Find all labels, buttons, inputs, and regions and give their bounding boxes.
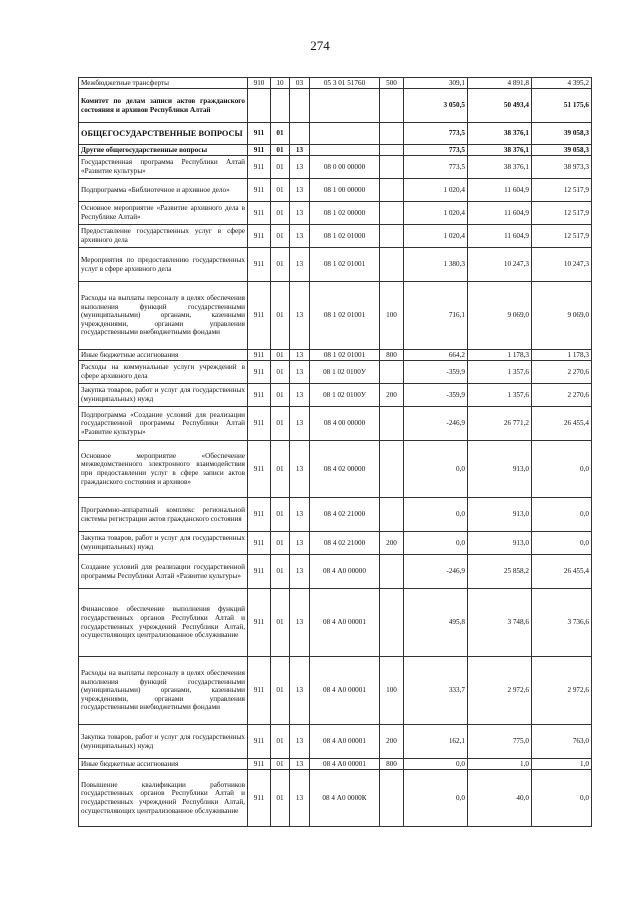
row-value-2: 775,0 [468, 725, 532, 759]
row-glavn-code: 911 [248, 350, 271, 361]
row-name: Основное мероприятие «Обеспечение межведомственного электронного взаимодействия при предоставлении услуг в сфере записи актов гражданского состояния и архивов» [79, 441, 248, 498]
row-podrazdel-code: 13 [290, 407, 310, 441]
row-name: Комитет по делам записи актов гражданского состояния и архивов Республики Алтай [79, 89, 248, 123]
row-razdel-code: 01 [271, 555, 290, 589]
table-row [79, 589, 592, 657]
row-glavn-code: 911 [248, 532, 271, 555]
row-expense-type [380, 589, 404, 657]
row-expense-type [380, 441, 404, 498]
row-podrazdel-code: 13 [290, 384, 310, 407]
row-podrazdel-code: 13 [290, 225, 310, 248]
row-value-2: 38 376,1 [468, 156, 532, 179]
row-value-1: 1 020,4 [404, 179, 468, 202]
row-value-3: 26 455,4 [532, 555, 592, 589]
row-razdel-code: 01 [271, 441, 290, 498]
row-value-1: -246,9 [404, 407, 468, 441]
row-expense-type [380, 498, 404, 532]
row-expense-type: 200 [380, 532, 404, 555]
row-value-1: 0,0 [404, 532, 468, 555]
row-value-3: 3 736,6 [532, 589, 592, 657]
row-value-2: 50 493,4 [468, 89, 532, 123]
row-value-3: 39 058,3 [532, 123, 592, 145]
row-value-3: 51 175,6 [532, 89, 592, 123]
row-name: Межбюджетные трансферты [79, 78, 248, 89]
row-podrazdel-code: 03 [290, 78, 310, 89]
row-expense-type: 100 [380, 282, 404, 350]
row-name: Основное мероприятие «Развитие архивного дела в Республике Алтай» [79, 202, 248, 225]
row-value-1: 773,5 [404, 123, 468, 145]
row-razdel-code: 01 [271, 770, 290, 827]
row-value-2: 25 858,2 [468, 555, 532, 589]
row-value-1: 309,1 [404, 78, 468, 89]
row-value-2: 11 604,9 [468, 202, 532, 225]
table-row [79, 78, 592, 89]
table-row [79, 532, 592, 555]
row-name: Программно-аппаратный комплекс региональной системы регистрации актов гражданского состояния [79, 498, 248, 532]
row-razdel-code: 01 [271, 384, 290, 407]
row-name: Иные бюджетные ассигнования [79, 759, 248, 770]
row-name: Предоставление государственных услуг в сфере архивного дела [79, 225, 248, 248]
row-value-2: 913,0 [468, 532, 532, 555]
row-value-1: -359,9 [404, 361, 468, 384]
row-podrazdel-code: 13 [290, 350, 310, 361]
row-target-article [310, 89, 380, 123]
table-row [79, 179, 592, 202]
row-value-3: 0,0 [532, 770, 592, 827]
row-expense-type [380, 179, 404, 202]
row-value-3: 10 247,3 [532, 248, 592, 282]
row-expense-type [380, 770, 404, 827]
row-value-1: -246,9 [404, 555, 468, 589]
row-podrazdel-code: 13 [290, 532, 310, 555]
row-value-3: 12 517,9 [532, 202, 592, 225]
row-value-2: 38 376,1 [468, 145, 532, 156]
row-value-2: 1 357,6 [468, 361, 532, 384]
row-razdel-code: 01 [271, 179, 290, 202]
row-podrazdel-code [290, 123, 310, 145]
row-value-3: 12 517,9 [532, 179, 592, 202]
row-expense-type [380, 555, 404, 589]
row-value-2: 3 748,6 [468, 589, 532, 657]
row-name: ОБЩЕГОСУДАРСТВЕННЫЕ ВОПРОСЫ [79, 123, 248, 145]
table-row [79, 555, 592, 589]
row-glavn-code: 911 [248, 361, 271, 384]
row-value-1: 162,1 [404, 725, 468, 759]
row-razdel-code: 01 [271, 156, 290, 179]
row-podrazdel-code: 13 [290, 498, 310, 532]
page-number: 274 [310, 38, 330, 53]
row-glavn-code: 911 [248, 657, 271, 725]
row-razdel-code [271, 89, 290, 123]
table-row [79, 725, 592, 759]
row-value-2: 2 972,6 [468, 657, 532, 725]
row-value-2: 40,0 [468, 770, 532, 827]
row-glavn-code: 911 [248, 725, 271, 759]
row-glavn-code: 911 [248, 759, 271, 770]
table-row [79, 657, 592, 725]
row-value-2: 4 891,8 [468, 78, 532, 89]
row-value-2: 1 357,6 [468, 384, 532, 407]
row-target-article: 08 4 А0 00001 [310, 589, 380, 657]
row-expense-type: 800 [380, 759, 404, 770]
row-expense-type [380, 202, 404, 225]
row-value-3: 9 069,0 [532, 282, 592, 350]
row-glavn-code: 911 [248, 555, 271, 589]
row-name: Государственная программа Республики Алтай «Развитие культуры» [79, 156, 248, 179]
row-glavn-code: 911 [248, 225, 271, 248]
row-razdel-code: 10 [271, 78, 290, 89]
row-podrazdel-code: 13 [290, 725, 310, 759]
table-row [79, 770, 592, 827]
row-name: Подпрограмма «Создание условий для реализации государственной программы Республики Алтай «Развитие культуры» [79, 407, 248, 441]
row-glavn-code: 911 [248, 589, 271, 657]
row-value-1: 0,0 [404, 441, 468, 498]
table-row [79, 145, 592, 156]
row-target-article: 08 4 02 21000 [310, 498, 380, 532]
row-razdel-code: 01 [271, 145, 290, 156]
row-value-2: 913,0 [468, 498, 532, 532]
row-value-3: 2 270,6 [532, 384, 592, 407]
row-glavn-code: 911 [248, 145, 271, 156]
row-razdel-code: 01 [271, 407, 290, 441]
row-glavn-code: 911 [248, 202, 271, 225]
row-name: Подпрограмма «Библиотечное и архивное дело» [79, 179, 248, 202]
row-value-1: 1 020,4 [404, 225, 468, 248]
row-target-article: 08 1 02 01000 [310, 225, 380, 248]
row-razdel-code: 01 [271, 657, 290, 725]
row-expense-type: 100 [380, 657, 404, 725]
row-value-1: 0,0 [404, 770, 468, 827]
row-glavn-code: 911 [248, 156, 271, 179]
table-row [79, 225, 592, 248]
row-value-1: 0,0 [404, 498, 468, 532]
row-target-article: 08 4 А0 00000 [310, 555, 380, 589]
row-name: Расходы на выплаты персоналу в целях обеспечения выполнения функций государственными (муниципальными) органами, казенными учреждениями, органами управления государственными внебюджетными фондами [79, 657, 248, 725]
row-target-article: 08 4 02 00000 [310, 441, 380, 498]
table-row [79, 89, 592, 123]
row-value-3: 0,0 [532, 498, 592, 532]
table-row [79, 248, 592, 282]
row-value-2: 26 771,2 [468, 407, 532, 441]
row-target-article: 08 0 00 00000 [310, 156, 380, 179]
row-target-article: 08 1 02 01001 [310, 350, 380, 361]
row-value-3: 0,0 [532, 441, 592, 498]
row-expense-type [380, 361, 404, 384]
row-name: Расходы на выплаты персоналу в целях обеспечения выполнения функций государственными (муниципальными) органами, казенными учреждениями, органами управления государственными внебюджетными фондами [79, 282, 248, 350]
row-value-1: 773,5 [404, 156, 468, 179]
row-target-article: 08 1 02 01001 [310, 282, 380, 350]
row-razdel-code: 01 [271, 225, 290, 248]
row-value-1: 0,0 [404, 759, 468, 770]
table-row [79, 202, 592, 225]
row-razdel-code: 01 [271, 532, 290, 555]
row-expense-type: 200 [380, 384, 404, 407]
row-value-1: 664,2 [404, 350, 468, 361]
table-row [79, 759, 592, 770]
row-value-2: 1 178,3 [468, 350, 532, 361]
row-glavn-code: 911 [248, 123, 271, 145]
row-value-2: 11 604,9 [468, 179, 532, 202]
row-razdel-code: 01 [271, 248, 290, 282]
row-name: Создание условий для реализации государственной программы Республики Алтай «Развитие культуры» [79, 555, 248, 589]
row-glavn-code: 911 [248, 441, 271, 498]
row-value-3: 26 455,4 [532, 407, 592, 441]
row-value-2: 9 069,0 [468, 282, 532, 350]
row-expense-type: 500 [380, 78, 404, 89]
row-glavn-code: 911 [248, 407, 271, 441]
row-expense-type: 200 [380, 725, 404, 759]
row-value-2: 10 247,3 [468, 248, 532, 282]
table-row [79, 384, 592, 407]
row-target-article: 08 4 А0 00001 [310, 759, 380, 770]
row-glavn-code: 911 [248, 179, 271, 202]
table-row [79, 282, 592, 350]
table-body [79, 78, 592, 827]
row-value-2: 913,0 [468, 441, 532, 498]
row-expense-type [380, 156, 404, 179]
row-target-article: 08 4 А0 00001 [310, 725, 380, 759]
row-glavn-code: 911 [248, 282, 271, 350]
row-target-article [310, 145, 380, 156]
table-row [79, 498, 592, 532]
row-value-1: 3 050,5 [404, 89, 468, 123]
row-podrazdel-code: 13 [290, 145, 310, 156]
row-glavn-code: 911 [248, 498, 271, 532]
row-value-1: 1 020,4 [404, 202, 468, 225]
row-razdel-code: 01 [271, 759, 290, 770]
row-name: Мероприятия по предоставлению государственных услуг в сфере архивного дела [79, 248, 248, 282]
row-target-article: 08 4 А0 0000К [310, 770, 380, 827]
row-razdel-code: 01 [271, 350, 290, 361]
table-row [79, 156, 592, 179]
row-value-3: 0,0 [532, 532, 592, 555]
row-podrazdel-code: 13 [290, 282, 310, 350]
row-name: Иные бюджетные ассигнования [79, 350, 248, 361]
row-name: Повышение квалификации работников государственных органов Республики Алтай и государственных учреждений Республики Алтай, осуществляющих централизованное обслуживание [79, 770, 248, 827]
row-value-1: 1 380,3 [404, 248, 468, 282]
row-name: Расходы на коммунальные услуги учреждений в сфере архивного дела [79, 361, 248, 384]
row-value-3: 1 178,3 [532, 350, 592, 361]
row-value-3: 2 270,6 [532, 361, 592, 384]
row-podrazdel-code: 13 [290, 441, 310, 498]
row-target-article [310, 123, 380, 145]
row-target-article: 08 1 02 0100У [310, 361, 380, 384]
row-glavn-code: 911 [248, 384, 271, 407]
row-podrazdel-code: 13 [290, 179, 310, 202]
row-value-2: 38 376,1 [468, 123, 532, 145]
row-value-2: 1,0 [468, 759, 532, 770]
row-value-1: -359,9 [404, 384, 468, 407]
row-expense-type [380, 89, 404, 123]
table-row [79, 361, 592, 384]
row-podrazdel-code: 13 [290, 202, 310, 225]
row-razdel-code: 01 [271, 589, 290, 657]
row-podrazdel-code: 13 [290, 759, 310, 770]
row-target-article: 08 4 00 00000 [310, 407, 380, 441]
row-razdel-code: 01 [271, 123, 290, 145]
row-razdel-code: 01 [271, 725, 290, 759]
row-value-3: 4 395,2 [532, 78, 592, 89]
row-glavn-code: 911 [248, 248, 271, 282]
row-glavn-code [248, 89, 271, 123]
budget-table [78, 77, 592, 827]
row-podrazdel-code: 13 [290, 770, 310, 827]
row-target-article: 08 1 00 00000 [310, 179, 380, 202]
row-expense-type [380, 248, 404, 282]
table-row [79, 123, 592, 145]
row-podrazdel-code [290, 89, 310, 123]
row-target-article: 08 1 02 01001 [310, 248, 380, 282]
table-row [79, 350, 592, 361]
row-expense-type [380, 225, 404, 248]
row-expense-type [380, 407, 404, 441]
row-name: Финансовое обеспечение выполнения функций государственных органов Республики Алтай и государственных учреждений Республики Алтай, осуществляющих централизованное обслуживание [79, 589, 248, 657]
row-target-article: 08 1 02 00000 [310, 202, 380, 225]
row-name: Закупка товаров, работ и услуг для государственных (муниципальных) нужд [79, 725, 248, 759]
row-value-3: 38 973,3 [532, 156, 592, 179]
row-razdel-code: 01 [271, 202, 290, 225]
row-razdel-code: 01 [271, 361, 290, 384]
row-name: Другие общегосударственные вопросы [79, 145, 248, 156]
row-value-3: 763,0 [532, 725, 592, 759]
row-value-3: 1,0 [532, 759, 592, 770]
row-value-1: 333,7 [404, 657, 468, 725]
row-value-1: 716,1 [404, 282, 468, 350]
table-row [79, 407, 592, 441]
row-podrazdel-code: 13 [290, 555, 310, 589]
row-target-article: 08 4 02 21000 [310, 532, 380, 555]
row-podrazdel-code: 13 [290, 248, 310, 282]
row-podrazdel-code: 13 [290, 156, 310, 179]
row-target-article: 08 4 А0 00001 [310, 657, 380, 725]
row-expense-type [380, 145, 404, 156]
row-glavn-code: 911 [248, 770, 271, 827]
row-name: Закупка товаров, работ и услуг для государственных (муниципальных) нужд [79, 384, 248, 407]
row-expense-type: 800 [380, 350, 404, 361]
row-target-article: 05 3 01 51760 [310, 78, 380, 89]
row-value-1: 495,8 [404, 589, 468, 657]
row-expense-type [380, 123, 404, 145]
row-value-3: 39 058,3 [532, 145, 592, 156]
row-glavn-code: 910 [248, 78, 271, 89]
table-row [79, 441, 592, 498]
row-name: Закупка товаров, работ и услуг для государственных (муниципальных) нужд [79, 532, 248, 555]
row-podrazdel-code: 13 [290, 589, 310, 657]
row-value-3: 2 972,6 [532, 657, 592, 725]
row-razdel-code: 01 [271, 282, 290, 350]
row-podrazdel-code: 13 [290, 657, 310, 725]
row-value-2: 11 604,9 [468, 225, 532, 248]
row-value-3: 12 517,9 [532, 225, 592, 248]
row-target-article: 08 1 02 0100У [310, 384, 380, 407]
row-podrazdel-code: 13 [290, 361, 310, 384]
row-razdel-code: 01 [271, 498, 290, 532]
row-value-1: 773,5 [404, 145, 468, 156]
